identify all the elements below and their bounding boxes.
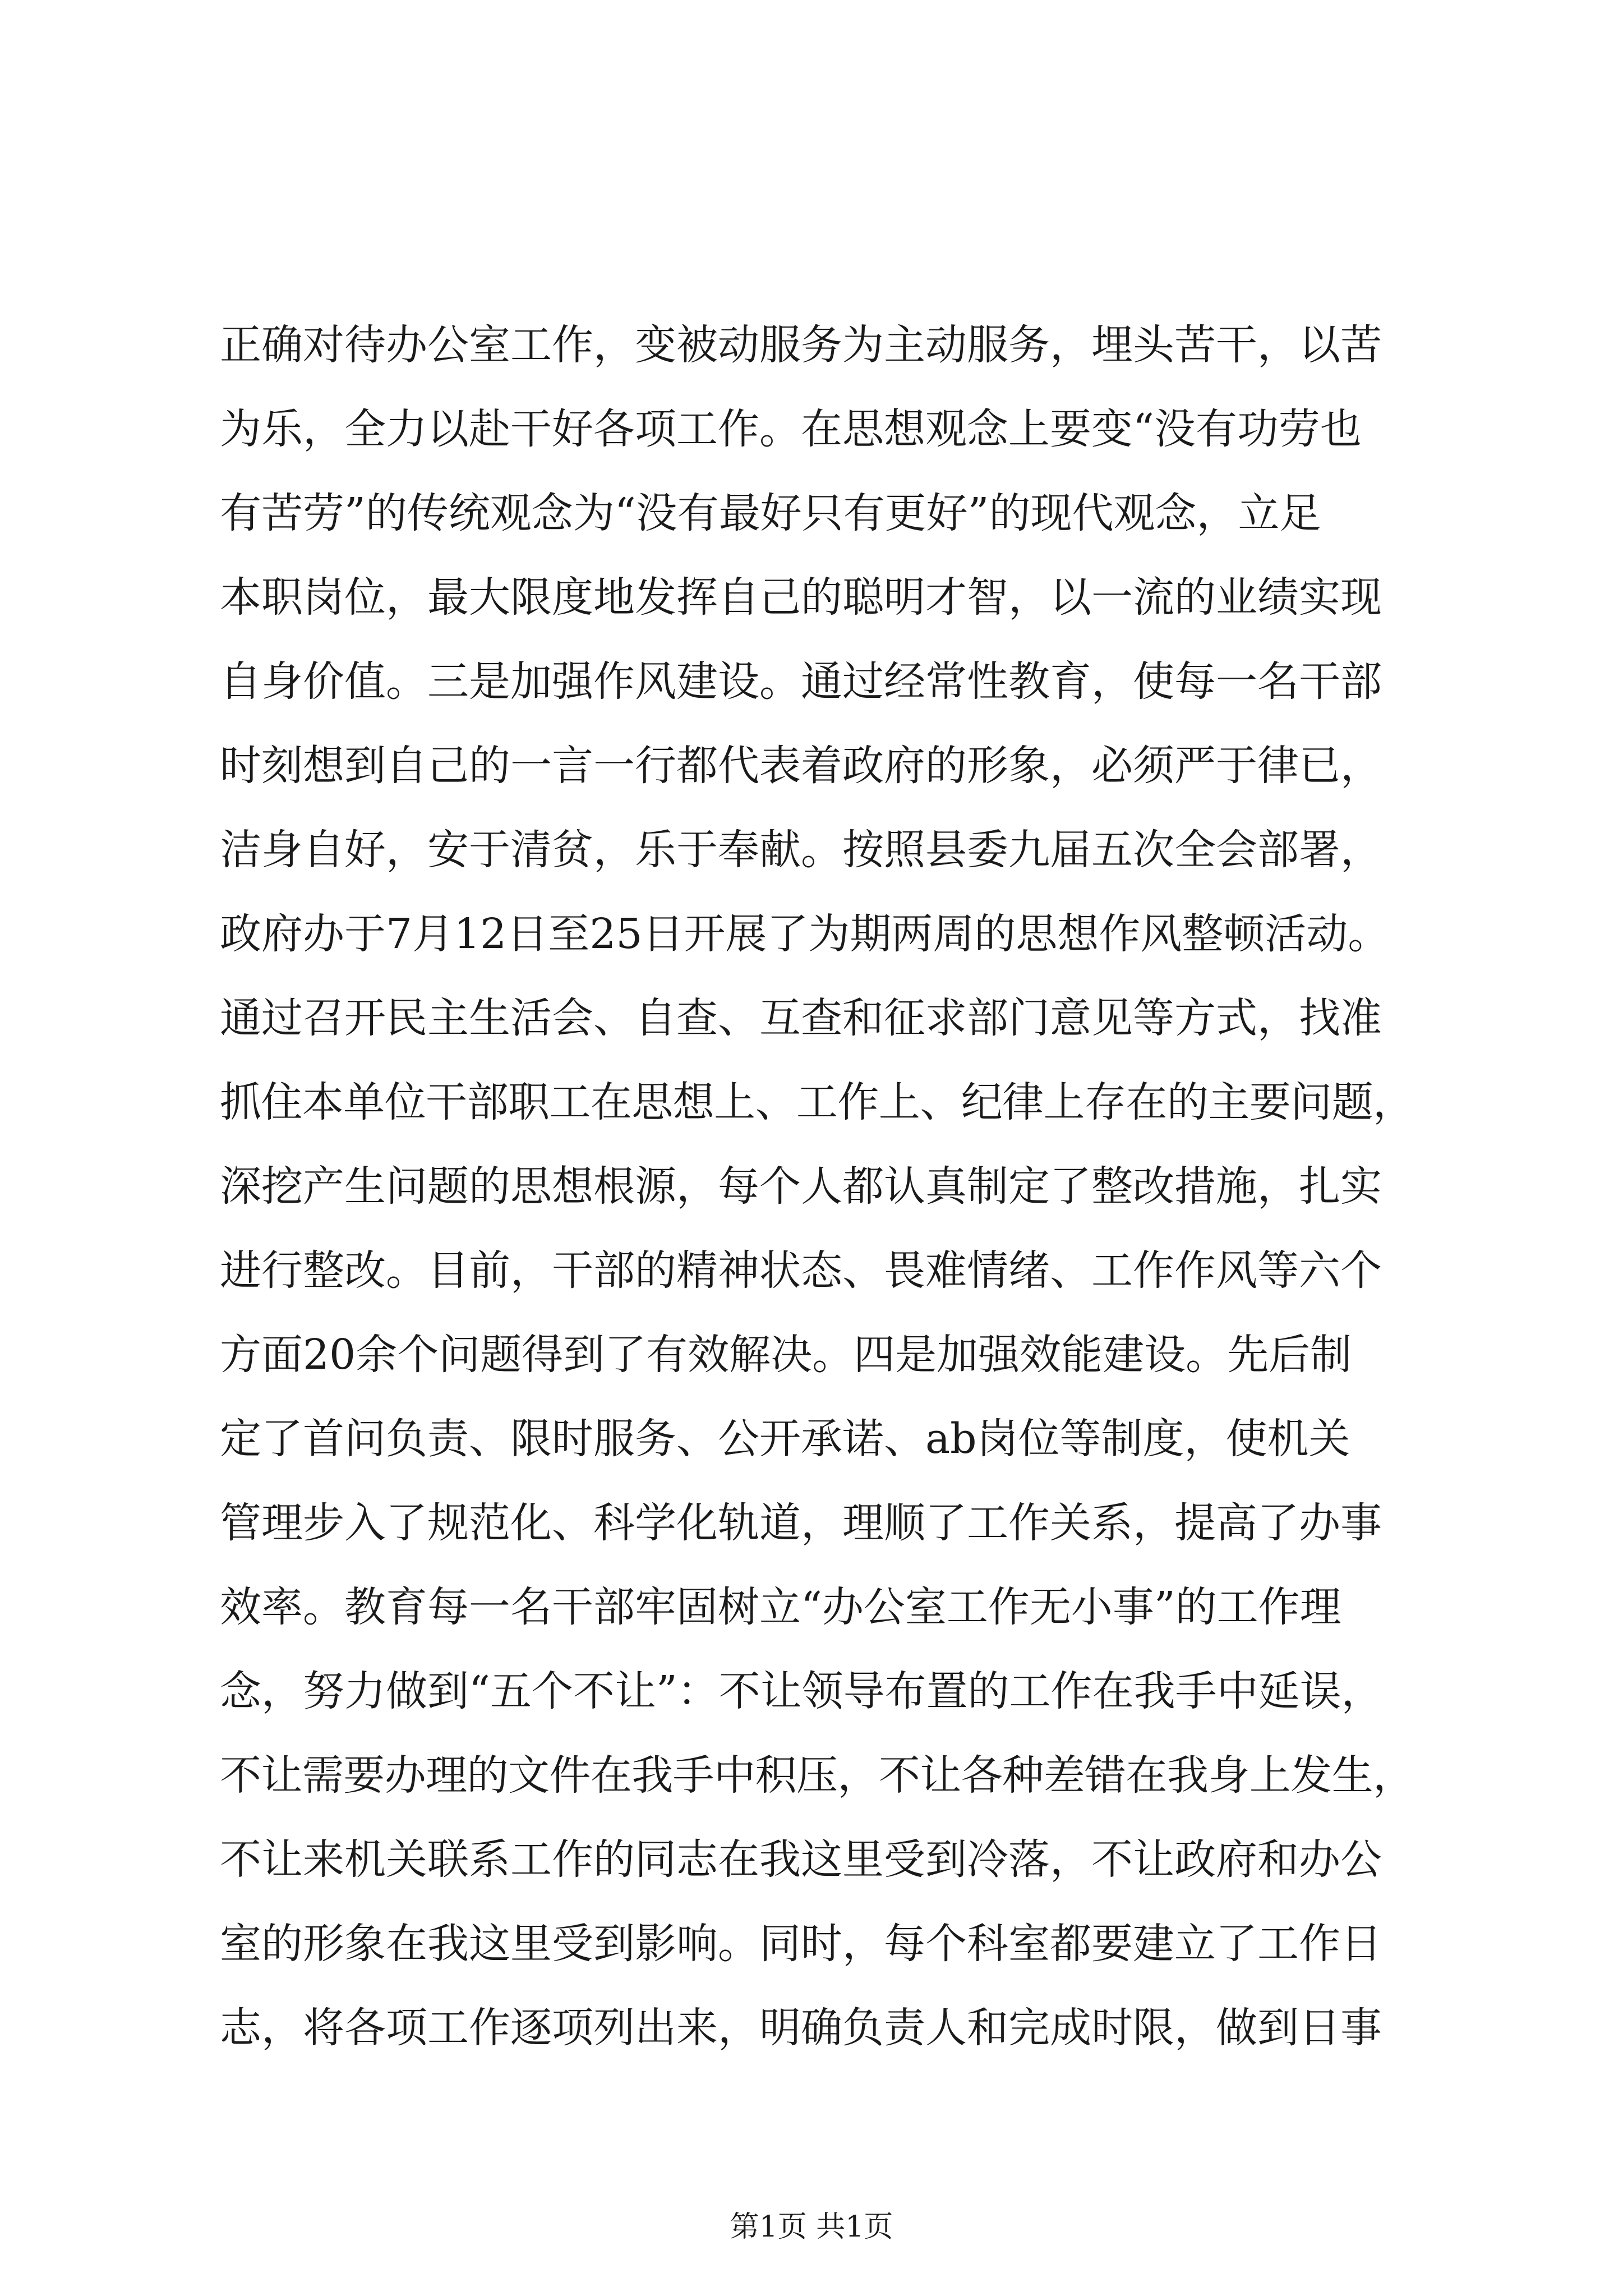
text-line: 本职岗位，最大限度地发挥自己的聪明才智，以一流的业绩实现 (220, 573, 1382, 622)
text-line: 管理步入了规范化、科学化轨道，理顺了工作关系，提高了办事 (220, 1499, 1382, 1547)
text-line: 时刻想到自己的一言一行都代表着政府的形象，必须严于律已， (220, 742, 1382, 790)
text-line: 为乐，全力以赴干好各项工作。在思想观念上要变“没有功劳也 (220, 405, 1362, 453)
page-footer: 第1页 共1页 (730, 2210, 893, 2244)
text-line: 政府办于7月12日至25日开展了为期两周的思想作风整顿活动。 (220, 910, 1390, 958)
text-line: 定了首问负责、限时服务、公开承诺、ab岗位等制度，使机关 (220, 1415, 1350, 1463)
text-line: 有苦劳”的传统观念为“没有最好只有更好”的现代观念，立足 (220, 489, 1321, 537)
text-line: 进行整改。目前，干部的精神状态、畏难情绪、工作作风等六个 (220, 1246, 1382, 1295)
text-line: 深挖产生问题的思想根源，每个人都认真制定了整改措施，扎实 (220, 1162, 1382, 1211)
text-line: 不让需要办理的文件在我手中积压，不让各种差错在我身上发生， (220, 1751, 1414, 1800)
text-line: 室的形象在我这里受到影响。同时，每个科室都要建立了工作日 (220, 1920, 1382, 1968)
text-line: 正确对待办公室工作，变被动服务为主动服务，埋头苦干，以苦 (220, 321, 1382, 369)
text-line: 不让来机关联系工作的同志在我这里受到冷落，不让政府和办公 (220, 1835, 1382, 1884)
text-line: 方面20余个问题得到了有效解决。四是加强效能建设。先后制 (220, 1331, 1352, 1379)
text-line: 自身价值。三是加强作风建设。通过经常性教育，使每一名干部 (220, 657, 1382, 706)
text-line: 志，将各项工作逐项列出来，明确负责人和完成时限，做到日事 (220, 2004, 1382, 2052)
text-line: 效率。教育每一名干部牢固树立“办公室工作无小事”的工作理 (220, 1583, 1341, 1631)
text-line: 念，努力做到“五个不让”：不让领导布置的工作在我手中延误， (220, 1667, 1383, 1715)
text-line: 洁身自好，安于清贫，乐于奉献。按照县委九届五次全会部署， (220, 826, 1382, 874)
text-line: 抓住本单位干部职工在思想上、工作上、纪律上存在的主要问题， (220, 1078, 1414, 1126)
document-body (220, 303, 1414, 2070)
text-line: 通过召开民主生活会、自查、互查和征求部门意见等方式，找准 (220, 994, 1382, 1042)
